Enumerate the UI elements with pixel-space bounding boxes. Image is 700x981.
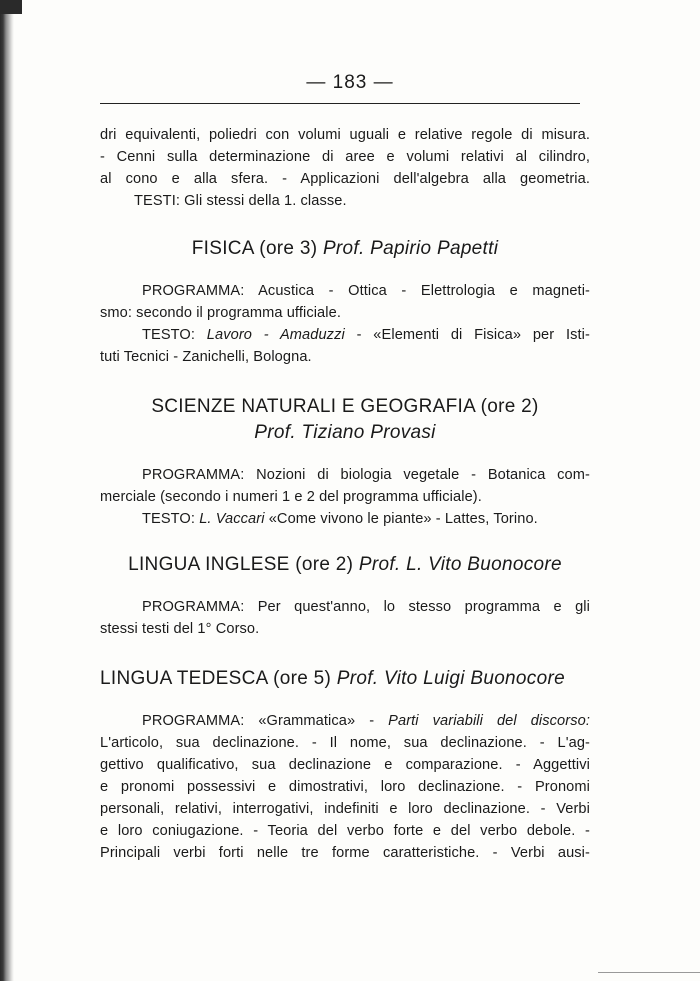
scan-corner-mark bbox=[0, 0, 22, 14]
programma-line bbox=[100, 710, 590, 732]
programma-line bbox=[100, 596, 590, 618]
programma-text: Per quest'anno, lo stesso programma e gli bbox=[244, 599, 590, 615]
scan-edge-shadow bbox=[0, 0, 14, 981]
programma-line: stessi testi del 1° Corso. bbox=[100, 621, 260, 637]
programma-label: PROGRAMMA: bbox=[142, 713, 245, 729]
programma-line: e pronomi possessivi e dimostrativi, loro declinazione. - Pronomi bbox=[100, 779, 590, 795]
testo-text: - «Elementi di Fisica» per Isti- bbox=[344, 327, 590, 343]
section-professor: Prof. Tiziano Provasi bbox=[254, 422, 436, 443]
programma-line: Principali verbi forti nelle tre forme caratteristiche. - Verbi ausi- bbox=[100, 845, 590, 861]
programma-line bbox=[100, 280, 590, 302]
programma-label: PROGRAMMA: bbox=[142, 467, 245, 483]
intro-testi-line bbox=[100, 190, 590, 212]
testo-label: TESTO: bbox=[142, 327, 196, 343]
testo-author: L. Vaccari bbox=[195, 511, 265, 527]
programma-line: smo: secondo il programma ufficiale. bbox=[100, 305, 341, 321]
header-rule bbox=[100, 103, 580, 104]
section-heading-scienze: SCIENZE NATURALI E GEOGRAFIA (ore 2) bbox=[151, 396, 539, 417]
testo-author: Lavoro - Amaduzzi bbox=[195, 327, 345, 343]
scienze-paragraph bbox=[100, 464, 590, 530]
section-heading-inglese bbox=[100, 552, 590, 578]
inglese-paragraph bbox=[100, 596, 590, 640]
intro-line: al cono e alla sfera. - Applicazioni dell'algebra alla geometria. bbox=[100, 171, 590, 187]
section-professor: Prof. Vito Luigi Buonocore bbox=[336, 668, 565, 689]
testo-line: tuti Tecnici - Zanichelli, Bologna. bbox=[100, 349, 312, 365]
intro-line: - Cenni sulla determinazione di aree e volumi relativi al cilindro, bbox=[100, 149, 590, 165]
intro-line: dri equivalenti, poliedri con volumi uguali e relative regole di misura. bbox=[100, 127, 590, 143]
section-title: LINGUA INGLESE (ore 2) bbox=[128, 554, 359, 575]
testi-text: Gli stessi della 1. classe. bbox=[180, 193, 347, 209]
footer-rule bbox=[598, 972, 700, 973]
programma-text: «Grammatica» - bbox=[244, 713, 389, 729]
programma-line: L'articolo, sua declinazione. - Il nome, sua declinazione. - L'ag- bbox=[100, 735, 590, 751]
testo-text: «Come vivono le piante» - Lattes, Torino. bbox=[264, 511, 538, 527]
programma-text: Nozioni di biologia vegetale - Botanica com- bbox=[244, 467, 590, 483]
testo-line bbox=[100, 324, 590, 346]
programma-line: merciale (secondo i numeri 1 e 2 del programma ufficiale). bbox=[100, 489, 482, 505]
programma-text: Acustica - Ottica - Elettrologia e magneti- bbox=[244, 283, 590, 299]
programma-label: PROGRAMMA: bbox=[142, 283, 245, 299]
programma-italic: Parti variabili del discorso: bbox=[388, 713, 591, 729]
section-professor: Prof. L. Vito Buonocore bbox=[358, 554, 562, 575]
section-professor: Prof. Papirio Papetti bbox=[322, 238, 499, 259]
programma-line: personali, relativi, interrogativi, indefiniti e loro declinazione. - Verbi bbox=[100, 801, 590, 817]
intro-paragraph bbox=[100, 124, 590, 212]
programma-line: e loro coniugazione. - Teoria del verbo forte e del verbo debole. - bbox=[100, 823, 590, 839]
tedesca-paragraph bbox=[100, 710, 590, 864]
testi-label: TESTI: bbox=[134, 193, 181, 209]
section-heading-fisica bbox=[100, 236, 590, 262]
section-title: FISICA (ore 3) bbox=[191, 238, 323, 259]
programma-label: PROGRAMMA: bbox=[142, 599, 245, 615]
fisica-paragraph bbox=[100, 280, 590, 368]
programma-line: gettivo qualificativo, sua declinazione e comparazione. - Aggettivi bbox=[100, 757, 590, 773]
section-title: LINGUA TEDESCA (ore 5) bbox=[100, 668, 337, 689]
programma-line bbox=[100, 464, 590, 486]
testo-line bbox=[100, 508, 590, 530]
page-body bbox=[100, 124, 590, 864]
section-heading-tedesca bbox=[100, 666, 590, 692]
testo-label: TESTO: bbox=[142, 511, 196, 527]
page-number: — 183 — bbox=[306, 72, 394, 93]
